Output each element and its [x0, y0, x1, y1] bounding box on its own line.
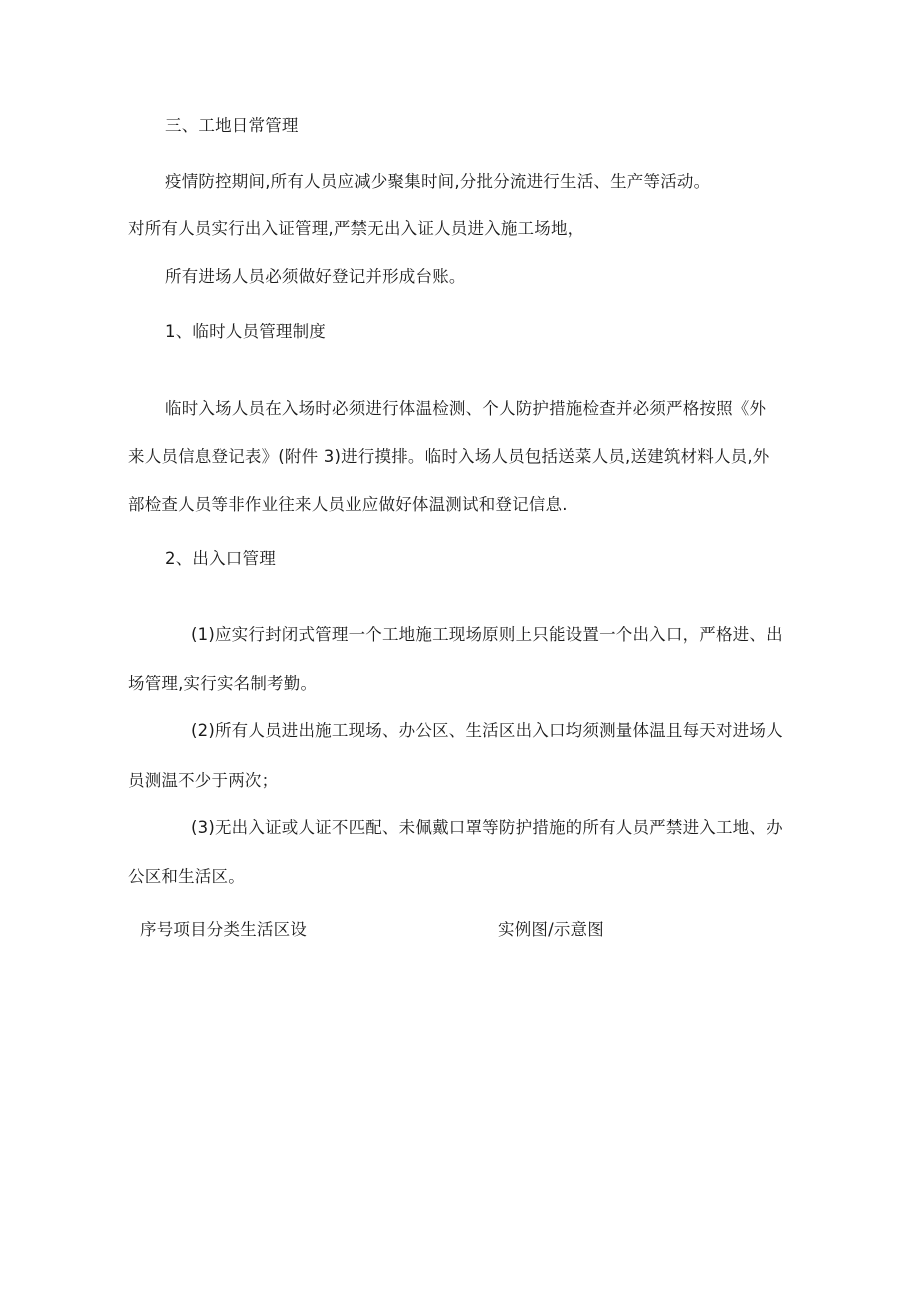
intro-line-2: 对所有人员实行出入证管理,严禁无出入证人员进入施工场地，: [128, 219, 585, 238]
sub1-paragraph-line-3: 部检查人员等非作业往来人员业应做好体温测试和登记信息.: [128, 495, 568, 514]
section-heading: 三、工地日常管理: [165, 116, 299, 135]
sub2-item-2-line-2: 员测温不少于两次；: [128, 771, 279, 790]
sub2-item-2-line-1: (2)所有人员进出施工现场、办公区、生活区出入口均须测量体温且每天对进场人: [191, 721, 783, 740]
sub1-paragraph-line-2: 来人员信息登记表》(附件 3)进行摸排。临时入场人员包括送菜人员,送建筑材料人员,外: [128, 447, 770, 466]
sub1-paragraph-line-1: 临时入场人员在入场时必须进行体温检测、个人防护措施检查并必须严格按照《外: [165, 399, 767, 418]
sub2-item-1-line-1: (1)应实行封闭式管理一个工地施工现场原则上只能设置一个出入口，严格进、出: [191, 625, 783, 644]
sub1-heading: 1、临时人员管理制度: [165, 322, 326, 341]
sub2-heading: 2、出入口管理: [165, 549, 276, 568]
table-header-left: 序号项目分类生活区设: [140, 920, 307, 939]
intro-line-1: 疫情防控期间,所有人员应减少聚集时间,分批分流进行生活、生产等活动。: [165, 172, 711, 191]
sub2-item-1-line-2: 场管理,实行实名制考勤。: [128, 674, 318, 693]
table-header-right: 实例图/示意图: [498, 920, 604, 939]
sub2-item-3-line-1: (3)无出入证或人证不匹配、未佩戴口罩等防护措施的所有人员严禁进入工地、办: [191, 818, 783, 837]
intro-line-3: 所有进场人员必须做好登记并形成台账。: [165, 267, 466, 286]
sub2-item-3-line-2: 公区和生活区。: [128, 867, 245, 886]
